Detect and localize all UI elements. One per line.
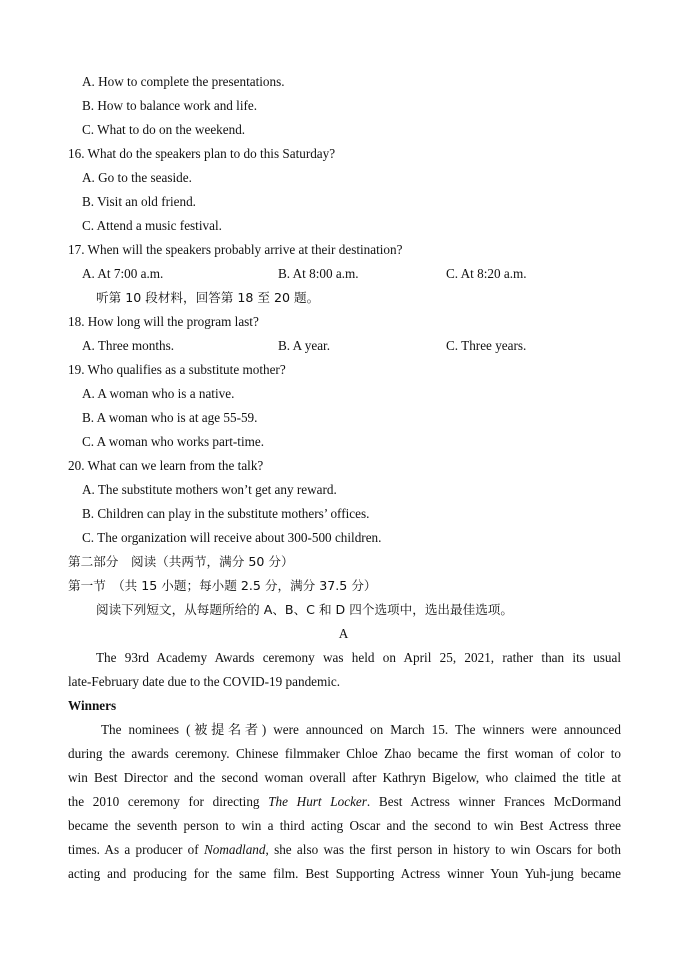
passage-p2-line6-pre: times. As a producer of bbox=[68, 842, 204, 857]
passage-p2-line3: win Best Director and the second woman overall after Kathryn Bigelow, who claimed the title at bbox=[68, 770, 621, 785]
passage-p2-line4-post: . Best Actress winner Frances McDormand bbox=[366, 794, 621, 809]
passage-p2-line5: became the seventh person to win a third acting Oscar and the second to win Best Actress three bbox=[68, 818, 621, 833]
passage-p2-line2: during the awards ceremony. Chinese filmmaker Chloe Zhao became the first woman of color to bbox=[68, 746, 621, 761]
passage-p1-line1: The 93rd Academy Awards ceremony was held on April 25, 2021, rather than its usual bbox=[96, 650, 621, 665]
q20-option-c: C. The organization will receive about 300-500 children. bbox=[82, 530, 382, 545]
q19-option-a: A. A woman who is a native. bbox=[82, 386, 235, 401]
q16-option-c: C. Attend a music festival. bbox=[82, 218, 222, 233]
q17-question: 17. When will the speakers probably arrive at their destination? bbox=[68, 242, 403, 257]
q15-option-b: B. How to balance work and life. bbox=[82, 98, 258, 113]
q20-option-b: B. Children can play in the substitute mothers’ offices. bbox=[82, 506, 370, 521]
q16-option-b: B. Visit an old friend. bbox=[82, 194, 196, 209]
section-heading-winners: Winners bbox=[68, 698, 117, 713]
passage-p2-line7: acting and producing for the same film. Best Supporting Actress winner Youn Yuh-jung became bbox=[68, 866, 621, 881]
q17-option-a: A. At 7:00 a.m. bbox=[82, 266, 164, 281]
q18-question: 18. How long will the program last? bbox=[68, 314, 259, 329]
q19-question: 19. Who qualifies as a substitute mother? bbox=[68, 362, 286, 377]
q17-option-c: C. At 8:20 a.m. bbox=[446, 266, 527, 281]
section1-title: 第一节 （共 15 小题；每小题 2.5 分，满分 37.5 分） bbox=[68, 578, 377, 593]
q15-option-c: C. What to do on the weekend. bbox=[82, 122, 246, 137]
reading-instruction: 阅读下列短文，从每题所给的 A、B、C 和 D 四个选项中，选出最佳选项。 bbox=[96, 602, 513, 617]
listening-instruction: 听第 10 段材料，回答第 18 至 20 题。 bbox=[96, 290, 320, 305]
q18-option-b: B. A year. bbox=[278, 338, 331, 353]
q18-option-a: A. Three months. bbox=[82, 338, 175, 353]
passage-p2-line6-post: , she also was the first person in history to win Oscars for both bbox=[265, 842, 621, 857]
q20-question: 20. What can we learn from the talk? bbox=[68, 458, 264, 473]
passage-p2-line6 bbox=[68, 838, 621, 862]
passage-letter: A bbox=[338, 626, 349, 641]
film-title-nomadland: Nomadland bbox=[203, 842, 266, 857]
q17-option-b: B. At 8:00 a.m. bbox=[278, 266, 359, 281]
passage-p2-line4 bbox=[68, 790, 621, 814]
q15-option-a: A. How to complete the presentations. bbox=[82, 74, 285, 89]
passage-p1-line2: late-February date due to the COVID-19 pandemic. bbox=[68, 674, 341, 689]
q16-question: 16. What do the speakers plan to do this Saturday? bbox=[68, 146, 336, 161]
film-title-hurt-locker: The Hurt Locker bbox=[268, 794, 367, 809]
q18-option-c: C. Three years. bbox=[446, 338, 527, 353]
q19-option-b: B. A woman who is at age 55-59. bbox=[82, 410, 258, 425]
part2-title: 第二部分 阅读（共两节，满分 50 分） bbox=[68, 554, 294, 569]
q20-option-a: A. The substitute mothers won’t get any reward. bbox=[82, 482, 337, 497]
q19-option-c: C. A woman who works part-time. bbox=[82, 434, 265, 449]
passage-p2-line4-pre: the 2010 ceremony for directing bbox=[68, 794, 269, 809]
passage-p2-line1: The nominees (被提名者) were announced on March 15. The winners were announced bbox=[101, 722, 621, 737]
q16-option-a: A. Go to the seaside. bbox=[82, 170, 192, 185]
